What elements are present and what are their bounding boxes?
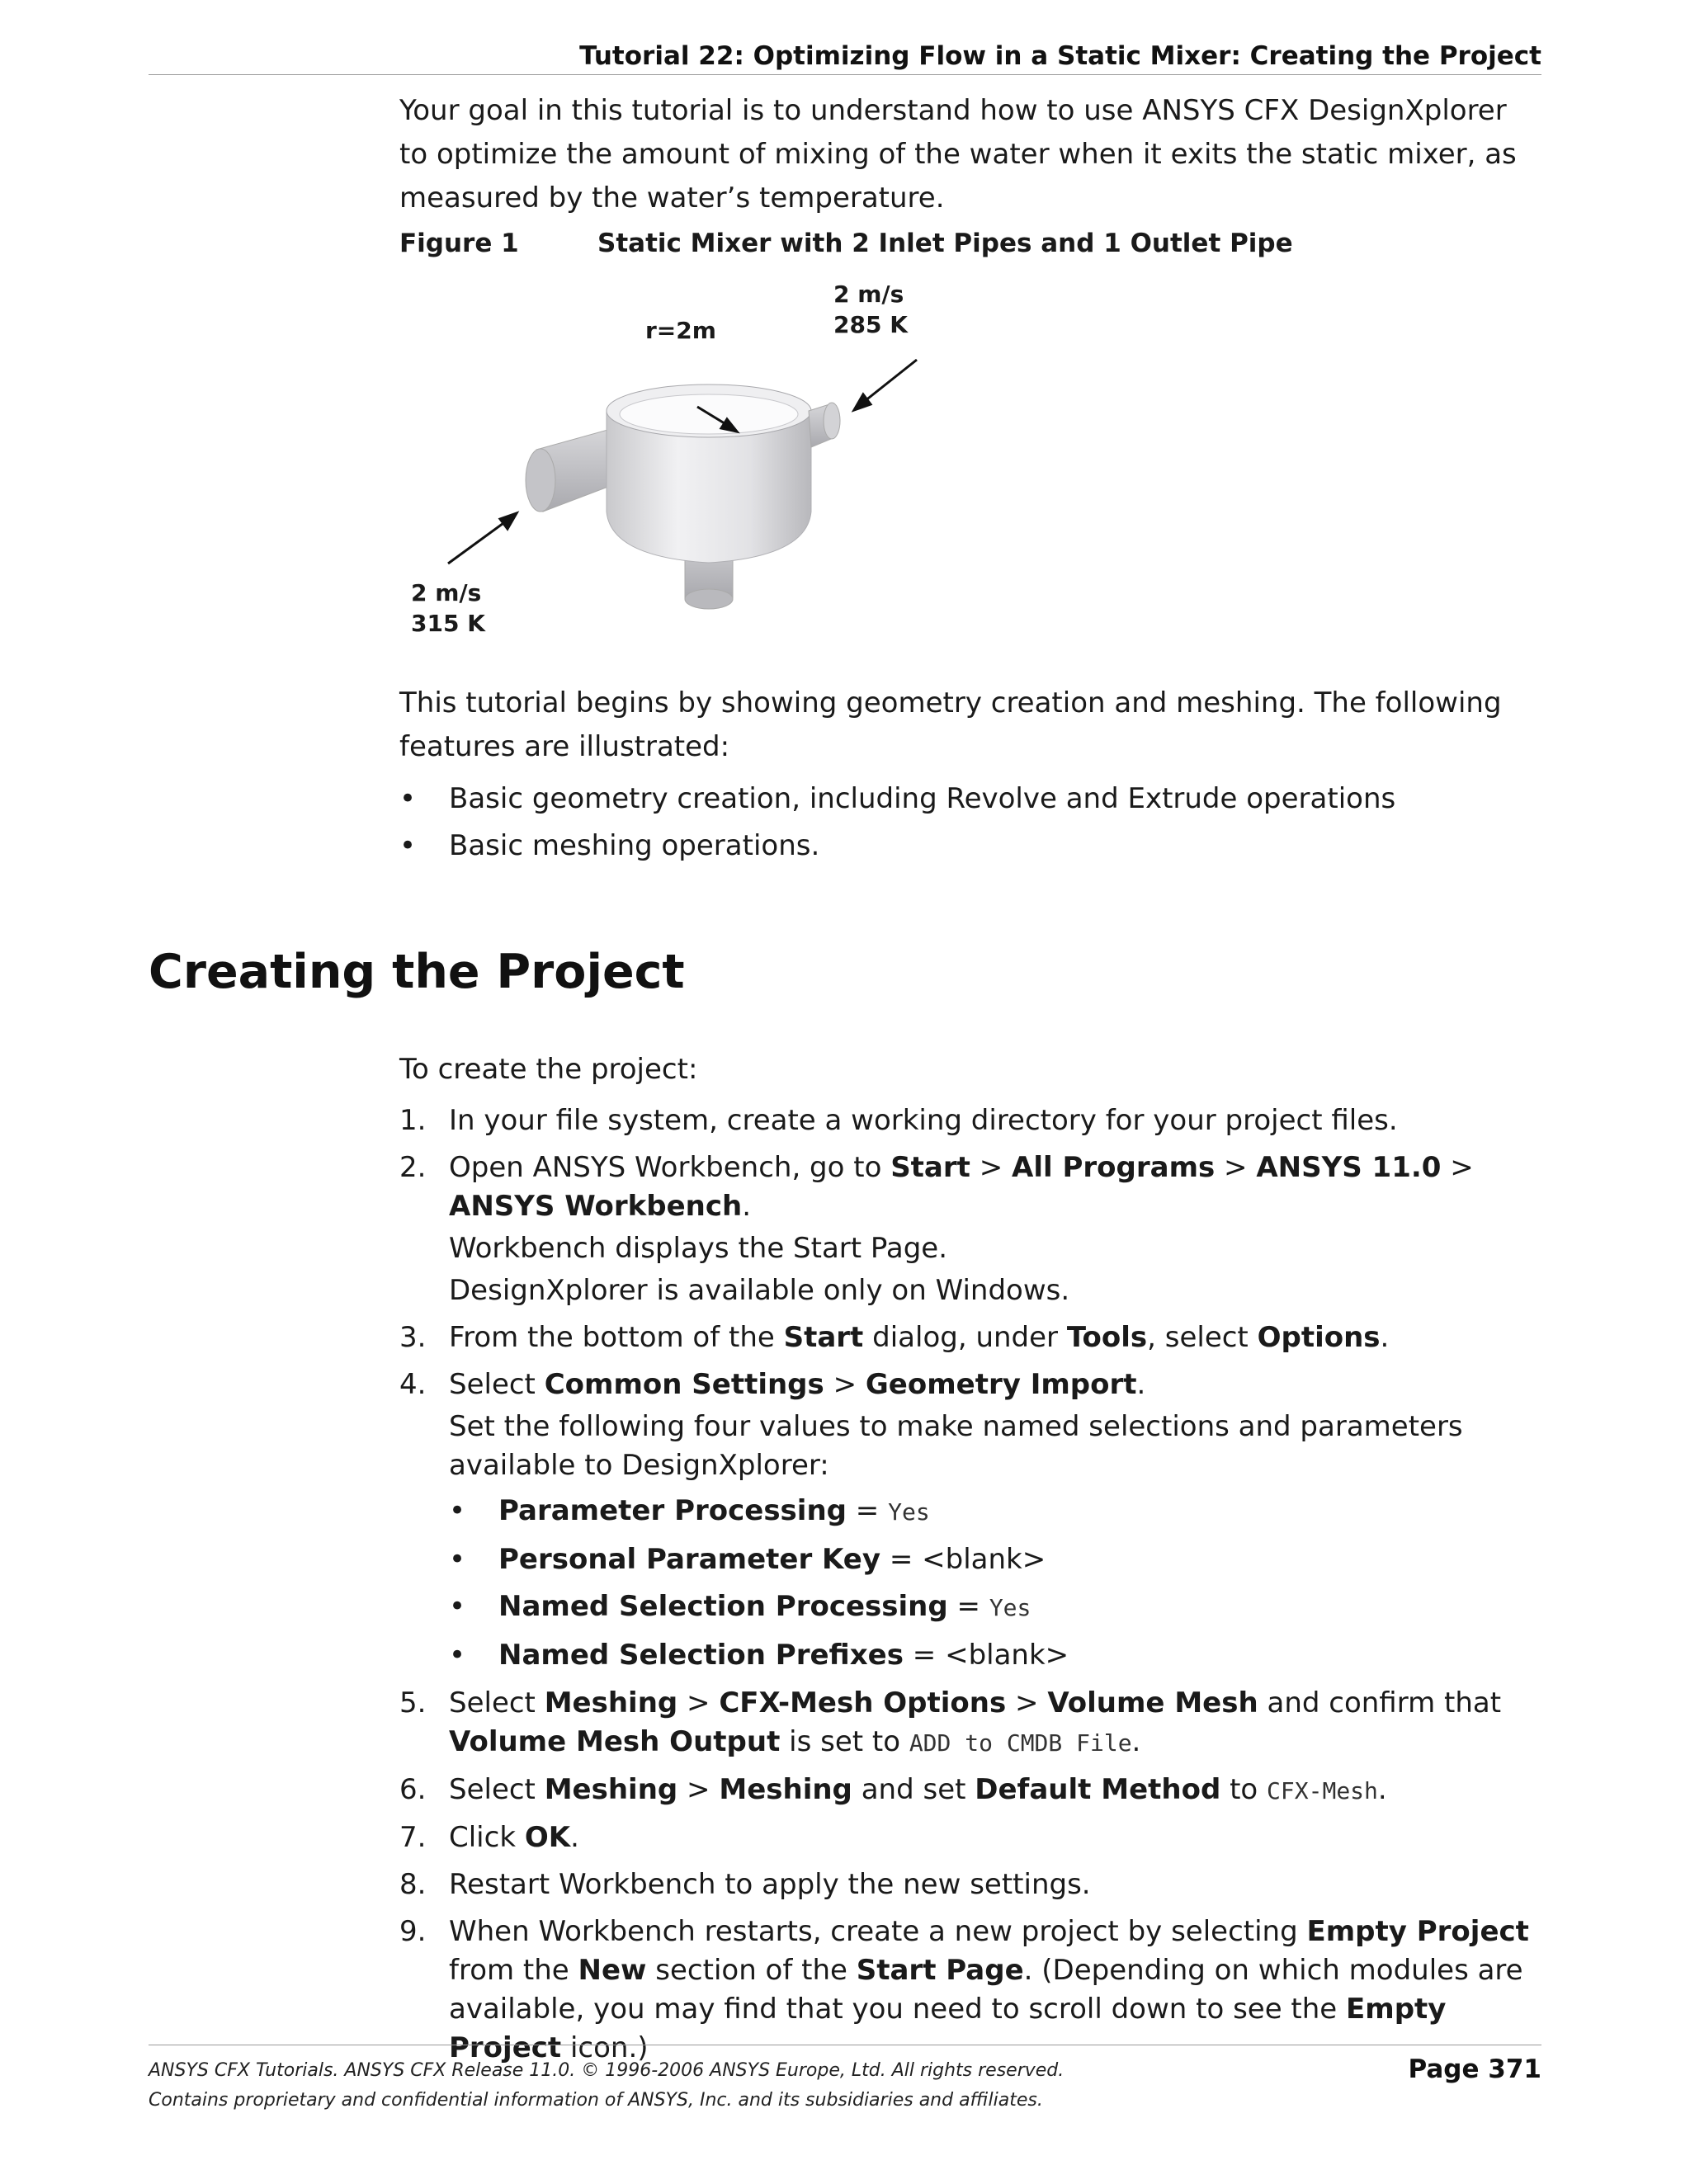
step-number: 8. [399, 1868, 427, 1901]
step-8 [399, 1866, 1543, 1904]
step-text: icon.) [561, 2031, 649, 2064]
setting-name: Parameter Processing [498, 1494, 847, 1527]
step-text: . [1377, 1773, 1387, 1806]
step-6 [399, 1771, 1543, 1810]
code-value: CFX-Mesh [1267, 1777, 1378, 1804]
step-text: section of the [646, 1954, 857, 1987]
list-item: • Basic geometry creation, including Revolve and Extrude operations [399, 777, 1543, 821]
section-lead: To create the project: [399, 1053, 698, 1086]
step-text: > [1441, 1151, 1474, 1184]
inlet1-label: 2 m/s 285 K [833, 281, 908, 338]
step-text: > [677, 1686, 720, 1719]
code-value: ADD to CMDB File [909, 1729, 1132, 1757]
ui-empty-project: Empty Project [449, 1993, 1447, 2064]
setting-equals: = [847, 1494, 889, 1527]
step-text: to [1220, 1773, 1268, 1806]
step-text: and confirm that [1258, 1686, 1502, 1719]
ui-meshing-sub: Meshing [719, 1773, 852, 1806]
step-text: Select [449, 1368, 545, 1401]
setting-name: Named Selection Prefixes [498, 1639, 904, 1672]
inlet2-arrowhead [500, 513, 517, 529]
step-text: > [824, 1368, 866, 1401]
features-list [399, 777, 1543, 868]
step-text: When Workbench restarts, create a new project by selecting [449, 1915, 1307, 1948]
static-mixer-figure [396, 272, 990, 660]
setting-item [449, 1586, 1543, 1629]
setting-equals: = [903, 1639, 946, 1672]
ui-cfx-mesh-options: CFX-Mesh Options [719, 1686, 1007, 1719]
inlet2-arrow-line [448, 519, 509, 564]
menu-start: Start [890, 1151, 970, 1184]
ui-meshing: Meshing [544, 1686, 678, 1719]
inlet1-arrowhead [854, 394, 871, 410]
features-intro: This tutorial begins by showing geometry creation and meshing. The following features are illustrated: [399, 686, 1502, 763]
ui-start-dialog: Start [783, 1321, 864, 1354]
step-text: . [742, 1190, 752, 1223]
step-text: . [570, 1821, 579, 1854]
header-rule [149, 74, 1541, 75]
setting-item [449, 1490, 1543, 1533]
step-text: and set [852, 1773, 975, 1806]
ui-options: Options [1257, 1321, 1381, 1354]
radius-label: r=2m [645, 317, 716, 344]
step-text: is set to [780, 1725, 909, 1758]
intro-paragraph: Your goal in this tutorial is to understand how to use ANSYS CFX DesignXplorer to optimize the amount of mixing of the water when it exits the static mixer, as measured by the water’s temperature. [399, 94, 1517, 215]
step-text: In your file system, create a working directory for your project files. [449, 1104, 1398, 1137]
step-text: Select [449, 1773, 545, 1806]
step-2 [399, 1149, 1543, 1310]
step-text: dialog, under [863, 1321, 1067, 1354]
right-inlet-opening [824, 403, 840, 439]
settings-list [449, 1490, 1543, 1676]
ui-start-page: Start Page [856, 1954, 1024, 1987]
figure-title: Static Mixer with 2 Inlet Pipes and 1 Outlet Pipe [597, 229, 1293, 258]
page-number: Page 371 [1408, 2054, 1541, 2084]
step-text: from the [449, 1954, 578, 1987]
left-inlet-opening [526, 449, 555, 512]
step-7 [399, 1818, 1543, 1857]
ui-common-settings: Common Settings [544, 1368, 824, 1401]
ui-tools: Tools [1066, 1321, 1148, 1354]
step-number: 9. [399, 1915, 427, 1948]
inlet2-label: 2 m/s 315 K [411, 579, 485, 637]
step-note: DesignXplorer is available only on Windows. [449, 1274, 1070, 1307]
ui-volume-mesh-output: Volume Mesh Output [449, 1725, 781, 1758]
section-heading: Creating the Project [149, 945, 685, 999]
menu-all-programs: All Programs [1012, 1151, 1216, 1184]
step-3 [399, 1318, 1543, 1357]
step-note: Set the following four values to make named selections and parameters available to DesignXplorer: [449, 1410, 1463, 1482]
step-note: Workbench displays the Start Page. [449, 1232, 948, 1265]
step-text: . [1136, 1368, 1146, 1401]
footer-confidential: Contains proprietary and confidential information of ANSYS, Inc. and its subsidiaries and affiliates. [149, 2090, 1043, 2111]
step-number: 7. [399, 1821, 427, 1854]
ui-empty-project: Empty Project [1306, 1915, 1529, 1948]
step-1 [399, 1101, 1543, 1140]
figure-caption [399, 229, 1293, 258]
ui-meshing: Meshing [544, 1773, 678, 1806]
step-text: . [1131, 1725, 1141, 1758]
figure-number: Figure 1 [399, 229, 519, 258]
step-4 [399, 1366, 1543, 1676]
setting-name: Personal Parameter Key [498, 1543, 881, 1576]
step-text: , select [1147, 1321, 1258, 1354]
setting-equals: = [947, 1590, 989, 1623]
outlet-opening [685, 589, 733, 609]
setting-value: <blank> [922, 1543, 1046, 1576]
step-text: From the bottom of the [449, 1321, 784, 1354]
step-text: > [1006, 1686, 1048, 1719]
step-number: 3. [399, 1321, 427, 1354]
menu-ansys-11: ANSYS 11.0 [1256, 1151, 1442, 1184]
inlet1-arrow-line [861, 360, 917, 404]
step-text: Restart Workbench to apply the new settings. [449, 1868, 1091, 1901]
step-number: 6. [399, 1773, 427, 1806]
setting-value: Yes [888, 1498, 930, 1526]
ui-geometry-import: Geometry Import [865, 1368, 1137, 1401]
ui-default-method: Default Method [975, 1773, 1221, 1806]
step-text: > [1215, 1151, 1257, 1184]
ui-new: New [578, 1954, 647, 1987]
steps-list [399, 1101, 1543, 2068]
step-text: Open ANSYS Workbench, go to [449, 1151, 891, 1184]
step-text: . (Depending on which modules are available, you may find that you need to scroll down to see the [449, 1954, 1523, 2026]
step-number: 4. [399, 1368, 427, 1401]
step-text: > [677, 1773, 720, 1806]
step-text: Select [449, 1686, 545, 1719]
step-text: . [1380, 1321, 1390, 1354]
footer-copyright: ANSYS CFX Tutorials. ANSYS CFX Release 11.0. © 1996-2006 ANSYS Europe, Ltd. All rights reserved. [149, 2060, 1065, 2081]
step-number: 5. [399, 1686, 427, 1719]
step-text: > [970, 1151, 1013, 1184]
step-text: Click [449, 1821, 525, 1854]
ui-ok: OK [524, 1821, 571, 1854]
setting-equals: = [880, 1543, 923, 1576]
list-item: • Basic meshing operations. [399, 824, 1543, 868]
setting-item [449, 1539, 1543, 1580]
step-5 [399, 1684, 1543, 1762]
ui-volume-mesh: Volume Mesh [1047, 1686, 1258, 1719]
setting-name: Named Selection Processing [498, 1590, 948, 1623]
setting-value: Yes [989, 1594, 1031, 1621]
setting-item [449, 1634, 1543, 1676]
running-header: Tutorial 22: Optimizing Flow in a Static Mixer: Creating the Project [579, 41, 1541, 71]
footer-notice [149, 2056, 1064, 2116]
setting-value: <blank> [945, 1639, 1069, 1672]
step-number: 1. [399, 1104, 427, 1137]
step-number: 2. [399, 1151, 427, 1184]
menu-ansys-workbench: ANSYS Workbench [449, 1190, 743, 1223]
